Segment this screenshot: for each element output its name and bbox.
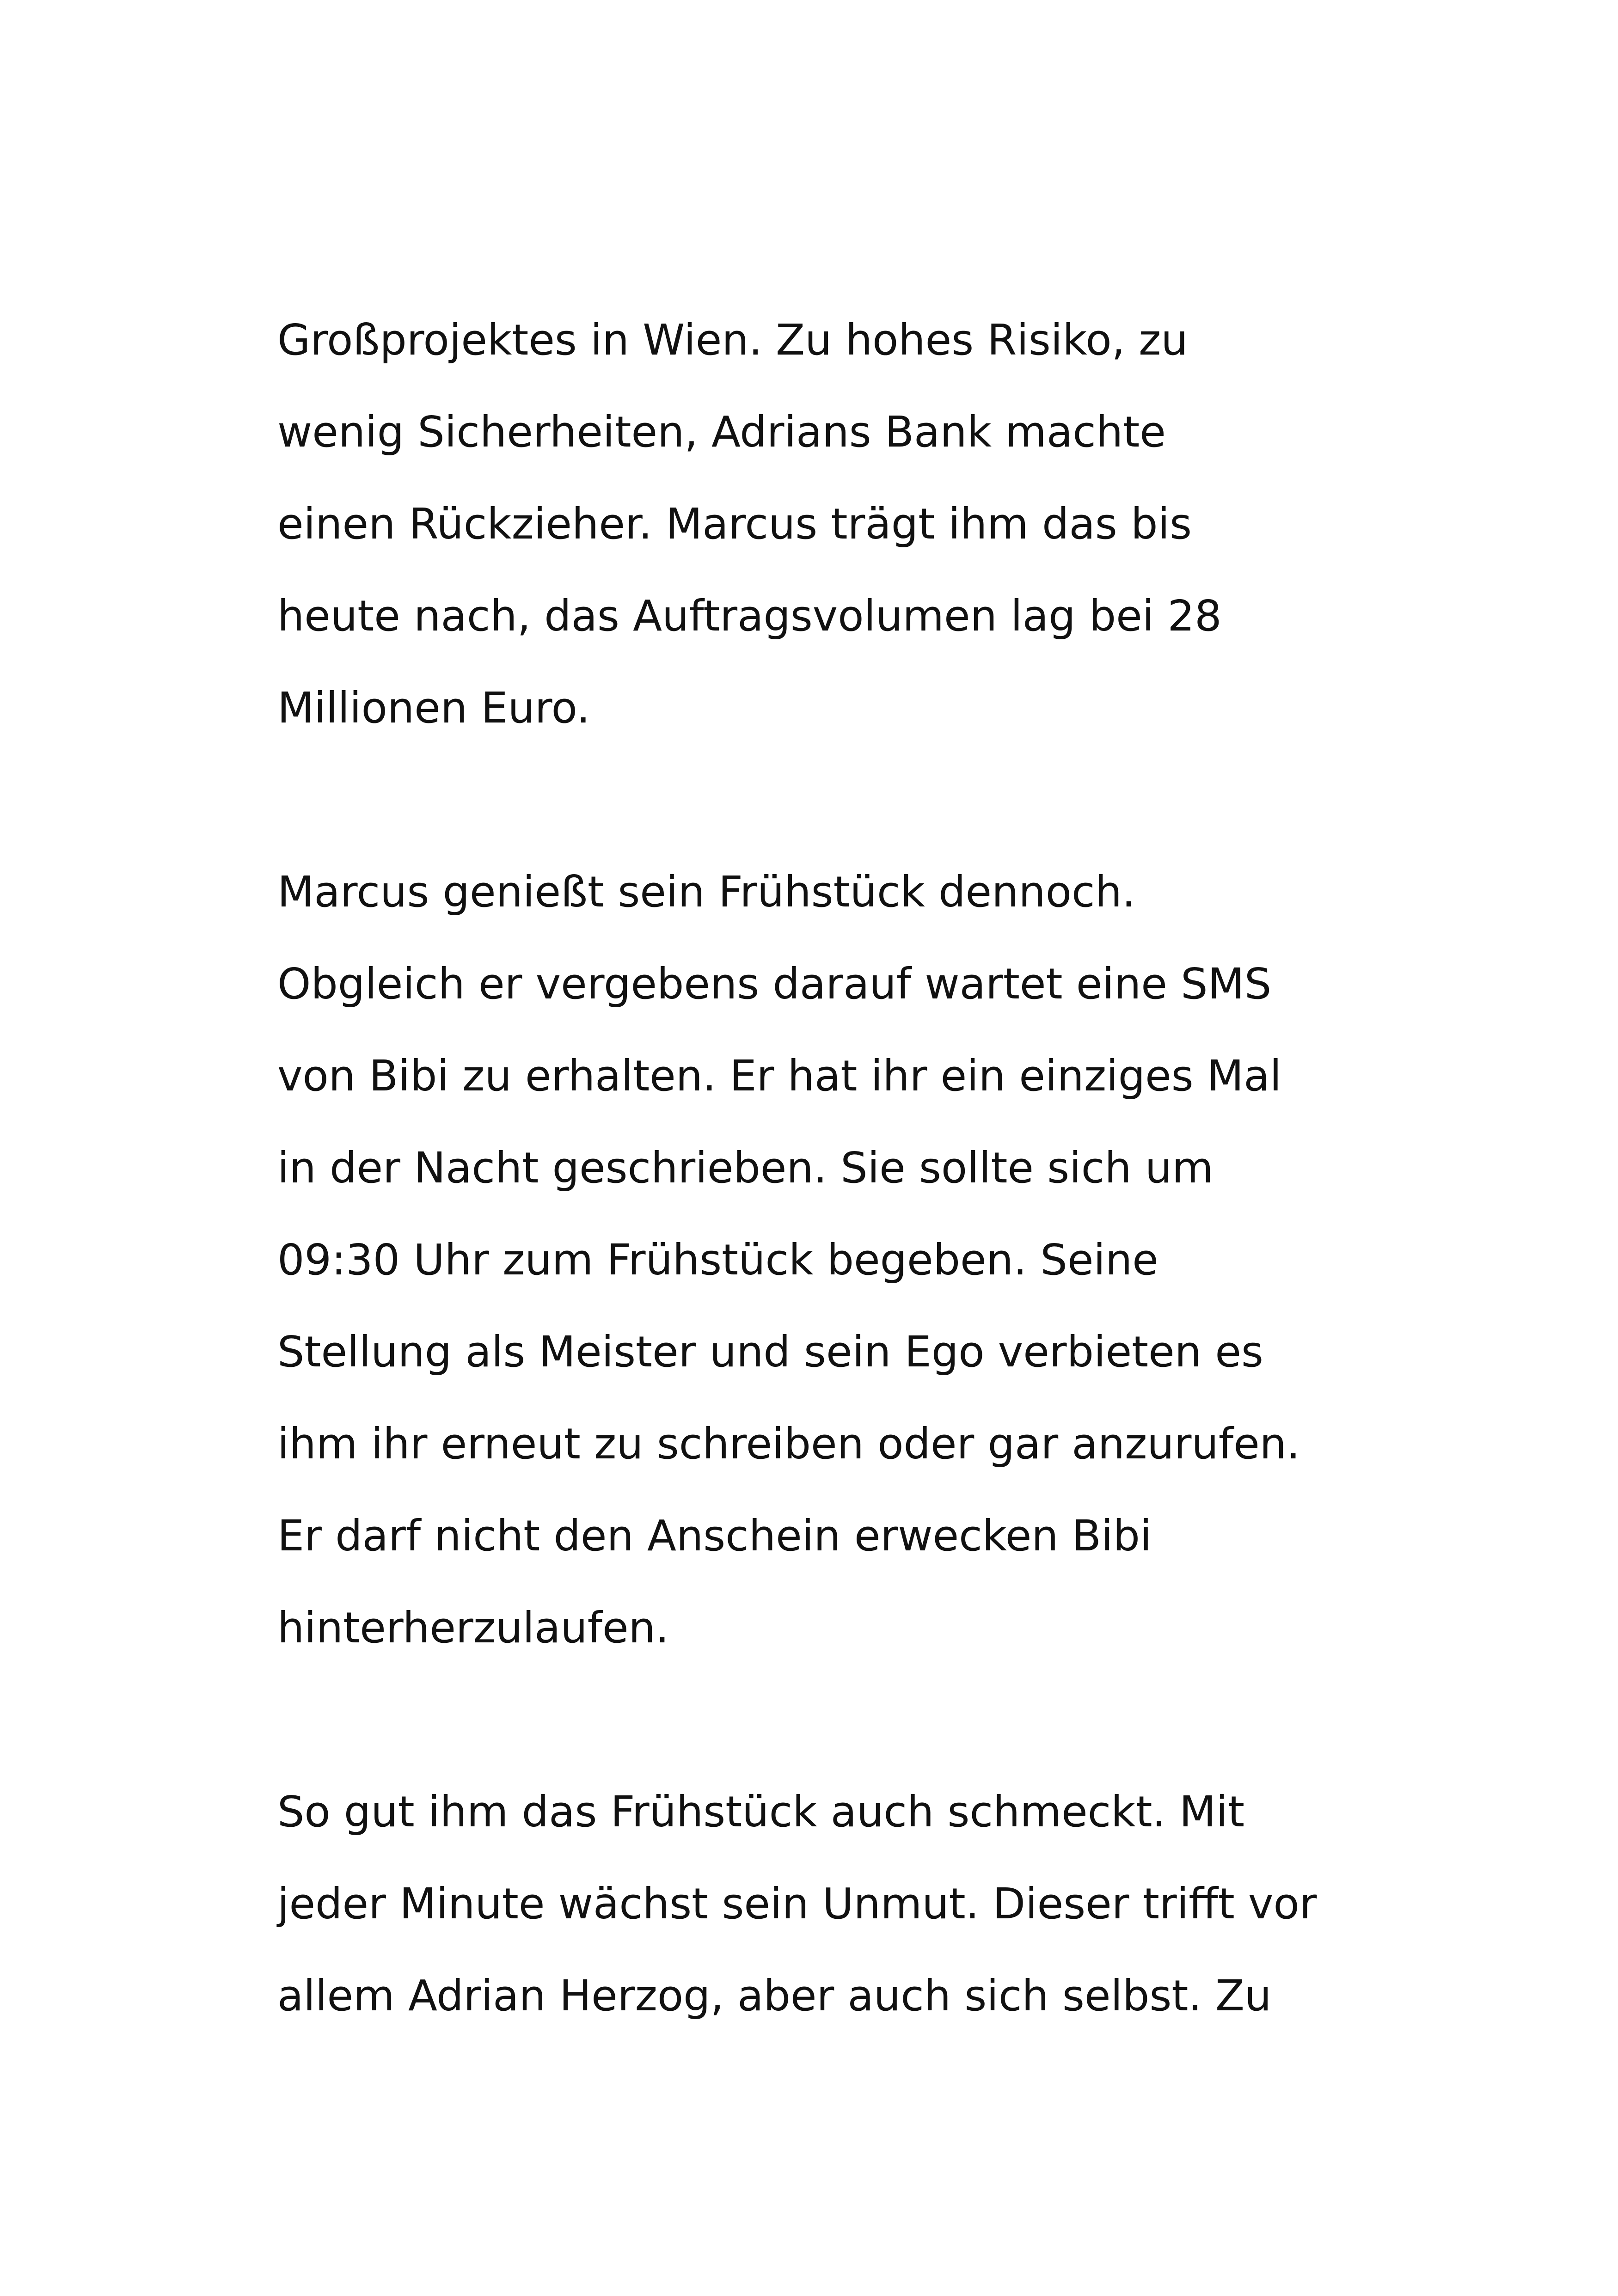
text-line: in der Nacht geschrieben. Sie sollte sich um: [277, 1143, 1214, 1193]
text-line: Stellung als Meister und sein Ego verbieten es: [277, 1327, 1263, 1377]
text-line: hinterherzulaufen.: [277, 1603, 669, 1653]
text-line: ihm ihr erneut zu schreiben oder gar anzurufen.: [277, 1419, 1300, 1469]
text-line: jeder Minute wächst sein Unmut. Dieser trifft vor: [277, 1879, 1317, 1929]
text-line: Großprojektes in Wien. Zu hohes Risiko, zu: [277, 315, 1188, 365]
body-text: [277, 294, 1387, 2042]
text-line: wenig Sicherheiten, Adrians Bank machte: [277, 407, 1166, 457]
text-line: Er darf nicht den Anschein erwecken Bibi: [277, 1511, 1152, 1561]
paragraph-3: [277, 1766, 1387, 2042]
text-line: allem Adrian Herzog, aber auch sich selbst. Zu: [277, 1971, 1272, 2020]
paragraph-2: [277, 846, 1387, 1674]
text-line: 09:30 Uhr zum Frühstück begeben. Seine: [277, 1235, 1158, 1285]
text-line: Marcus genießt sein Frühstück dennoch.: [277, 867, 1136, 917]
text-line: heute nach, das Auftragsvolumen lag bei 28: [277, 591, 1222, 641]
text-line: einen Rückzieher. Marcus trägt ihm das bis: [277, 499, 1192, 549]
text-line: Millionen Euro.: [277, 683, 590, 733]
paragraph-1: [277, 294, 1387, 754]
text-line: von Bibi zu erhalten. Er hat ihr ein einziges Mal: [277, 1051, 1282, 1101]
text-line: So gut ihm das Frühstück auch schmeckt. Mit: [277, 1787, 1245, 1837]
text-line: Obgleich er vergebens darauf wartet eine SMS: [277, 959, 1272, 1009]
